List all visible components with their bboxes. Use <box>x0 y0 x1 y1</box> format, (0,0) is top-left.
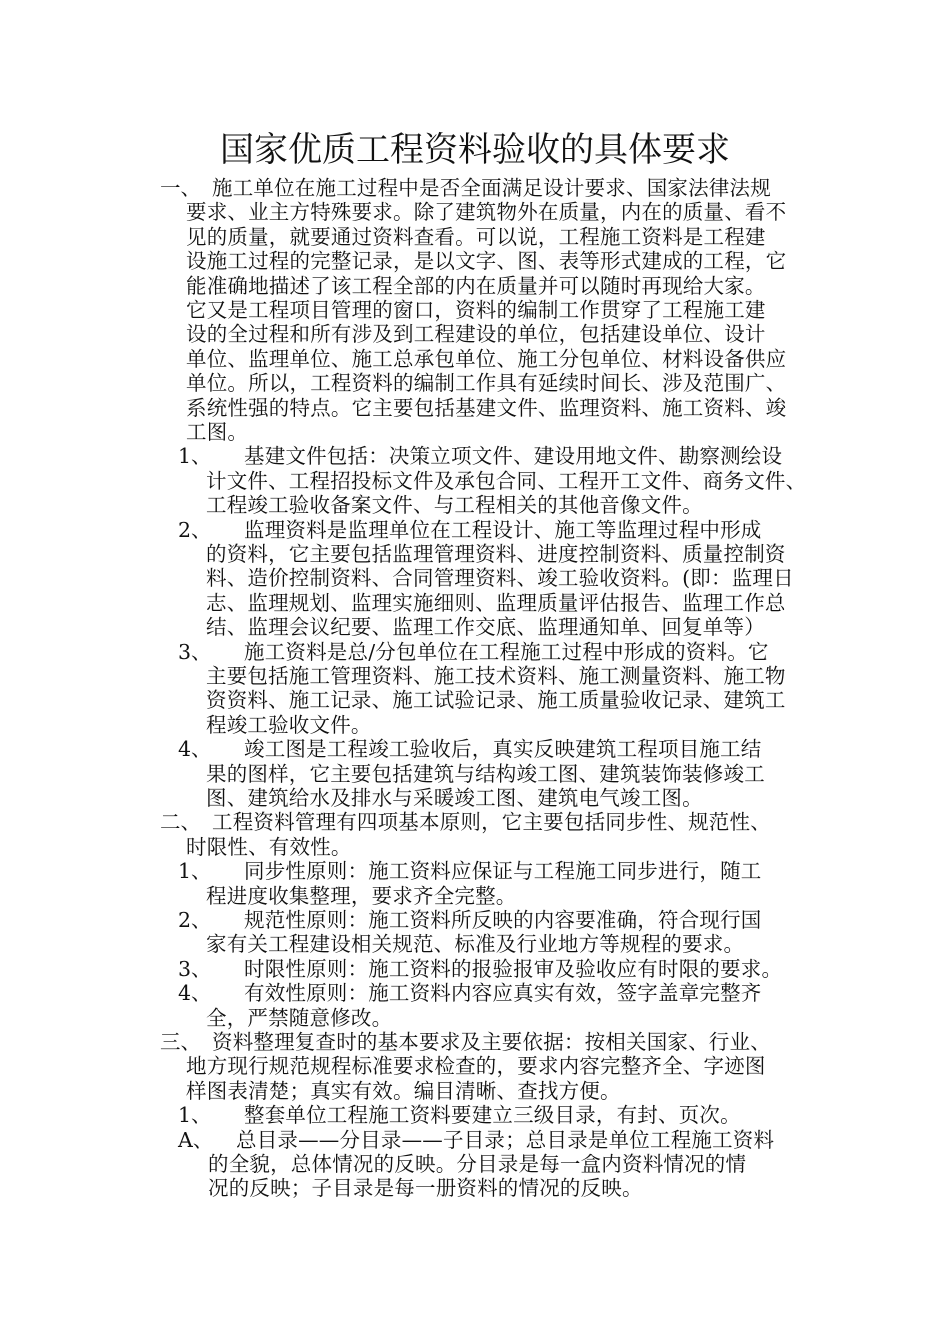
paragraph-line: 施工单位在施工过程中是否全面满足设计要求、国家法律法规 <box>212 176 771 200</box>
paragraph-line: 志、监理规划、监理实施细则、监理质量评估报告、监理工作总 <box>206 590 786 615</box>
paragraph-line: 工程竣工验收备案文件、与工程相关的其他音像文件。 <box>206 493 703 518</box>
paragraph-line: 同步性原则：施工资料应保证与工程施工同步进行，随工 <box>244 859 762 884</box>
item-marker: 3、 <box>178 639 212 664</box>
paragraph-line: 时限性原则：施工资料的报验报审及验收应有时限的要求。 <box>244 956 783 981</box>
paragraph-line: 图、建筑给水及排水与采暖竣工图、建筑电气竣工图。 <box>206 786 703 810</box>
paragraph-line: 工程资料管理有四项基本原则，它主要包括同步性、规范性、 <box>212 810 771 835</box>
item-marker: 一、 <box>160 176 201 200</box>
paragraph-line: 工图。 <box>186 420 249 444</box>
paragraph-line: 它又是工程项目管理的窗口，资料的编制工作贯穿了工程施工建 <box>186 298 766 322</box>
item-marker: 4、 <box>178 981 212 1006</box>
paragraph-line: 计文件、工程招投标文件及承包合同、工程开工文件、商务文件、 <box>206 468 807 493</box>
paragraph-line: 程进度收集整理，要求齐全完整。 <box>206 883 517 908</box>
paragraph-line: 设施工过程的完整记录，是以文字、图、表等形式建成的工程，它 <box>186 249 787 274</box>
item-marker: A、 <box>178 1127 214 1152</box>
paragraph-line: 能准确地描述了该工程全部的内在质量并可以随时再现给大家。 <box>186 273 766 298</box>
paragraph-line: 程竣工验收文件。 <box>206 712 372 737</box>
paragraph-line: 况的反映；子目录是每一册资料的情况的反映。 <box>208 1176 643 1201</box>
paragraph-line: 施工资料是总/分包单位在工程施工过程中形成的资料。它 <box>244 639 769 664</box>
item-marker: 3、 <box>178 956 212 981</box>
paragraph-line: 时限性、有效性。 <box>186 834 352 859</box>
paragraph-line: 家有关工程建设相关规范、标准及行业地方等规程的要求。 <box>206 932 745 957</box>
paragraph-line: 样图表清楚；真实有效。编目清晰、查找方便。 <box>186 1078 621 1103</box>
paragraph-line: 见的质量，就要通过资料查看。可以说，工程施工资料是工程建 <box>186 224 766 249</box>
paragraph-line: 单位、监理单位、施工总承包单位、施工分包单位、材料设备供应 <box>186 346 787 371</box>
paragraph-line: 要求、业主方特殊要求。除了建筑物外在质量，内在的质量、看不 <box>186 200 787 225</box>
paragraph-line: 资资料、施工记录、施工试验记录、施工质量验收记录、建筑工 <box>206 688 786 713</box>
paragraph-line: 果的图样，它主要包括建筑与结构竣工图、建筑装饰装修竣工 <box>206 761 765 786</box>
paragraph-line: 的全貌，总体情况的反映。分目录是每一盒内资料情况的情 <box>208 1152 747 1176</box>
paragraph-line: 总目录——分目录——子目录；总目录是单位工程施工资料 <box>236 1127 775 1152</box>
item-marker: 1、 <box>178 444 212 469</box>
item-marker: 三、 <box>160 1030 201 1054</box>
paragraph-line: 单位。所以，工程资料的编制工作具有延续时间长、涉及范围广、 <box>186 371 787 396</box>
paragraph-line: 设的全过程和所有涉及到工程建设的单位，包括建设单位、设计 <box>186 322 766 347</box>
paragraph-line: 料、造价控制资料、合同管理资料、竣工验收资料。(即：监理日 <box>206 566 794 591</box>
paragraph-line: 规范性原则：施工资料所反映的内容要准确，符合现行国 <box>244 908 762 932</box>
paragraph-line: 系统性强的特点。它主要包括基建文件、监理资料、施工资料、竣 <box>186 395 787 420</box>
paragraph-line: 资料整理复查时的基本要求及主要依据：按相关国家、行业、 <box>212 1030 771 1054</box>
item-marker: 1、 <box>178 1103 212 1128</box>
paragraph-line: 基建文件包括：决策立项文件、建设用地文件、勘察测绘设 <box>244 444 783 469</box>
paragraph-line: 竣工图是工程竣工验收后，真实反映建筑工程项目施工结 <box>244 737 762 762</box>
paragraph-line: 监理资料是监理单位在工程设计、施工等监理过程中形成 <box>244 517 762 542</box>
paragraph-line: 全，严禁随意修改。 <box>206 1005 393 1030</box>
paragraph-line: 整套单位工程施工资料要建立三级目录，有封、页次。 <box>244 1103 741 1128</box>
item-marker: 2、 <box>178 908 212 932</box>
paragraph-line: 地方现行规范规程标准要求检查的，要求内容完整齐全、字迹图 <box>186 1054 766 1079</box>
document-title: 国家优质工程资料验收的具体要求 <box>220 130 730 170</box>
paragraph-line: 的资料，它主要包括监理管理资料、进度控制资料、质量控制资 <box>206 542 786 566</box>
item-marker: 1、 <box>178 859 212 884</box>
paragraph-line: 结、监理会议纪要、监理工作交底、监理通知单、回复单等） <box>206 615 765 640</box>
item-marker: 二、 <box>160 810 201 835</box>
paragraph-line: 主要包括施工管理资料、施工技术资料、施工测量资料、施工物 <box>206 664 786 688</box>
item-marker: 2、 <box>178 517 212 542</box>
paragraph-line: 有效性原则：施工资料内容应真实有效，签字盖章完整齐 <box>244 981 762 1006</box>
item-marker: 4、 <box>178 737 212 762</box>
